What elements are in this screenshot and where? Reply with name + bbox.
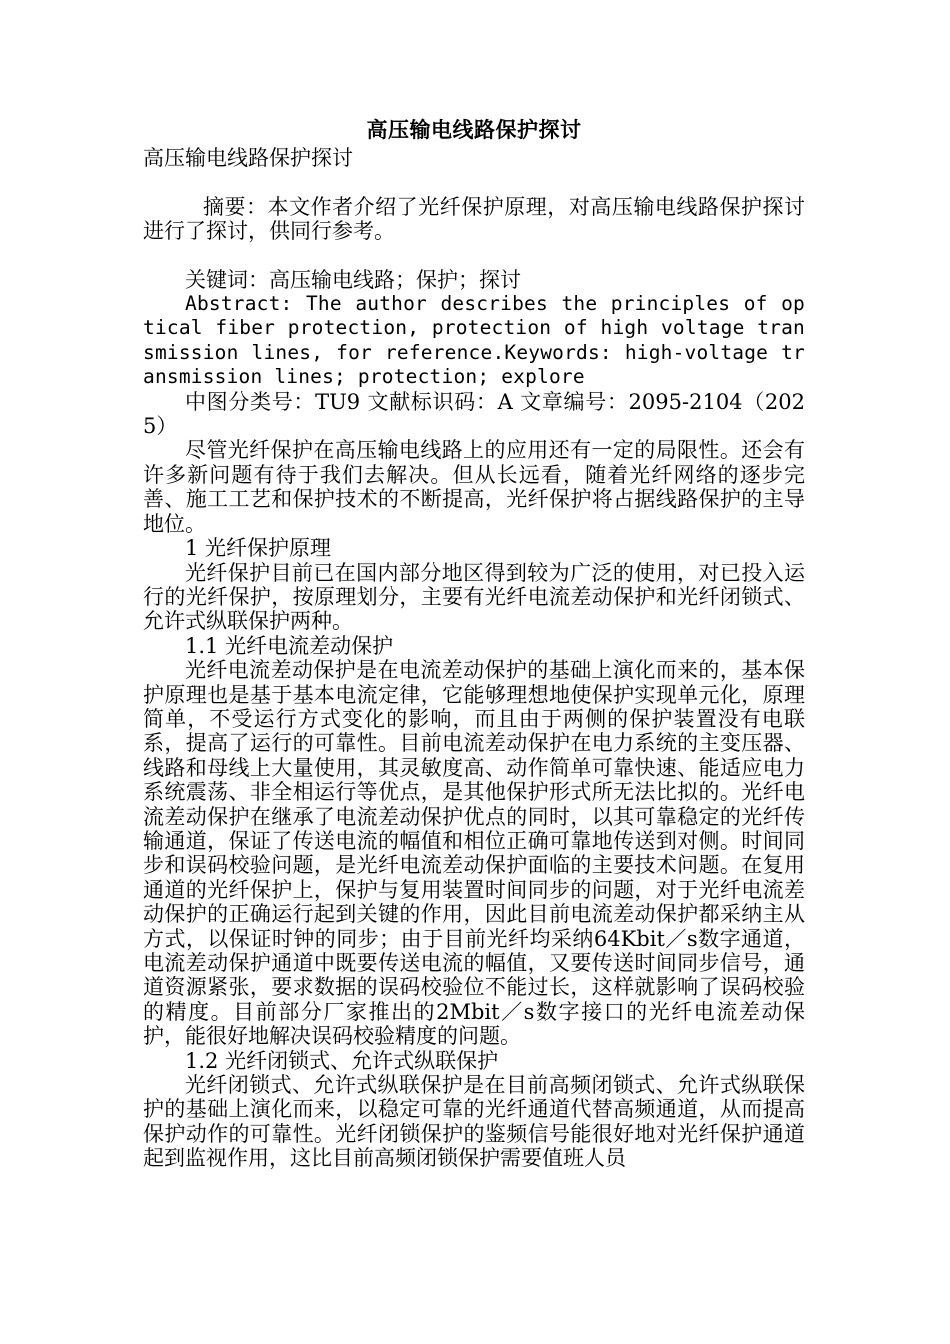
classification-paragraph: 中图分类号：TU9 文献标识码：A 文章编号：2095-2104（2025） [143, 389, 805, 439]
spacer [143, 171, 805, 195]
spacer [143, 244, 805, 268]
keywords-paragraph: 关键词：高压输电线路；保护；探讨 [185, 267, 521, 292]
section-1-2-paragraph: 光纤闭锁式、允许式纵联保护是在目前高频闭锁式、允许式纵联保护的基础上演化而来，以稳定可靠的光纤通道代替高频通道，从而提高保护动作的可靠性。光纤闭锁保护的鉴频信号能很好地对光纤保护通道起到监视作用，这比目前高频闭锁保护需要值班人员 [143, 1073, 805, 1171]
section-1-1-heading: 1.1 光纤电流差动保护 [185, 633, 394, 658]
document-title: 高压输电线路保护探讨 [366, 118, 582, 142]
document-subtitle: 高压输电线路保护探讨 [143, 146, 353, 171]
intro-paragraph: 尽管光纤保护在高压输电线路上的应用还有一定的局限性。还会有许多新问题有待于我们去解决。但从长远看，随着光纤网络的逐步完善、施工工艺和保护技术的不断提高，光纤保护将占据线路保护的主导地位。 [143, 438, 805, 536]
section-1-2-heading: 1.2 光纤闭锁式、允许式纵联保护 [185, 1048, 499, 1073]
document-page [143, 118, 805, 1171]
section-1-paragraph: 光纤保护目前已在国内部分地区得到较为广泛的使用，对已投入运行的光纤保护，按原理划分，主要有光纤电流差动保护和光纤闭锁式、允许式纵联保护两种。 [143, 560, 805, 634]
section-1-1-paragraph: 光纤电流差动保护是在电流差动保护的基础上演化而来的，基本保护原理也是基于基本电流定律，它能够理想地使保护实现单元化，原理简单，不受运行方式变化的影响，而且由于两侧的保护装置没有电联系，提高了运行的可靠性。目前电流差动保护在电力系统的主变压器、线路和母线上大量使用，其灵敏度高、动作简单可靠快速、能适应电力系统震荡、非全相运行等优点，是其他保护形式所无法比拟的。光纤电流差动保护在继承了电流差动保护优点的同时，以其可靠稳定的光纤传输通道，保证了传送电流的幅值和相位正确可靠地传送到对侧。时间同步和误码校验问题，是光纤电流差动保护面临的主要技术问题。在复用通道的光纤保护上，保护与复用装置时间同步的问题，对于光纤电流差动保护的正确运行起到关键的作用，因此目前电流差动保护都采纳主从方式，以保证时钟的同步；由于目前光纤均采纳64Kbit／s数字通道，电流差动保护通道中既要传送电流的幅值，又要传送时间同步信号，通道资源紧张，要求数据的误码校验位不能过长，这样就影响了误码校验的精度。目前部分厂家推出的2Mbit／s数字接口的光纤电流差动保护，能很好地解决误码校验精度的问题。 [143, 658, 805, 1049]
english-abstract-paragraph: Abstract: The author describes the principles of optical fiber protection, protection of high voltage transmission lines, for reference.Keywords: high-voltage transmission lines; protection; explore [143, 292, 805, 389]
abstract-paragraph: 摘要：本文作者介绍了光纤保护原理，对高压输电线路保护探讨进行了探讨，供同行参考。 [143, 194, 805, 244]
section-1-heading: 1 光纤保护原理 [185, 536, 332, 561]
